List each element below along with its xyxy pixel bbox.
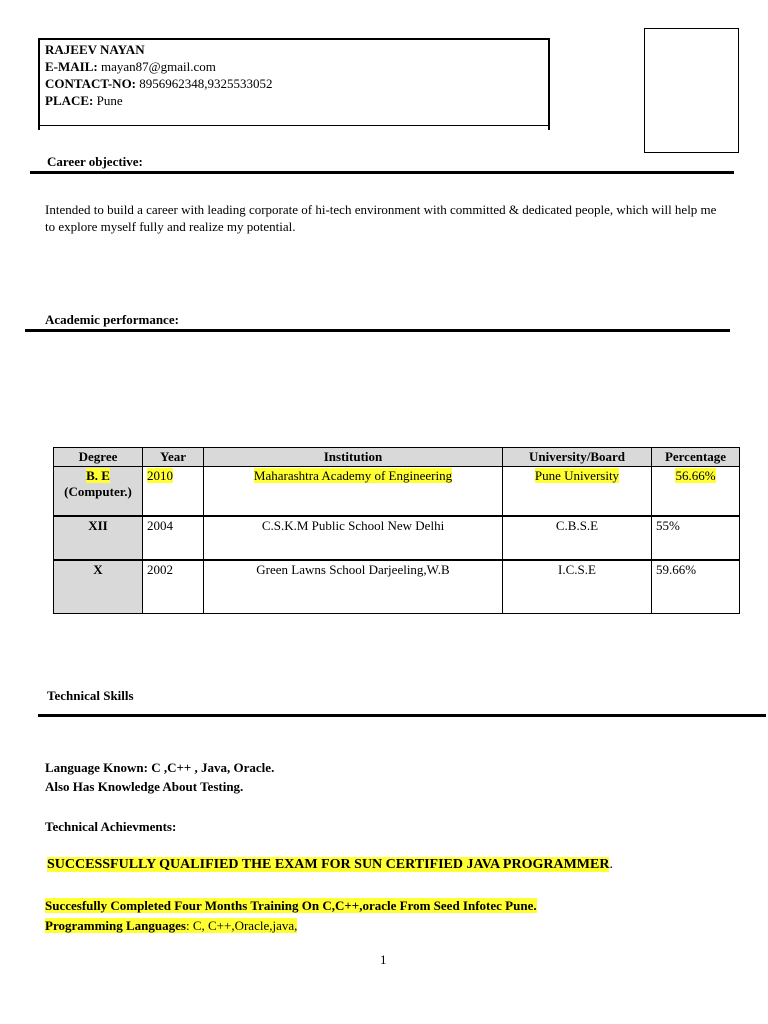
column-header: Percentage [652, 448, 740, 467]
institution-cell [204, 467, 503, 517]
year-cell [143, 467, 204, 517]
place-label: PLACE: [45, 93, 94, 108]
institution-cell: Green Lawns School Darjeeling,W.B [204, 560, 503, 614]
training-text: Succesfully Completed Four Months Training On C,C++,oracle From Seed Infotec Pune. [45, 898, 537, 913]
header-divider [40, 125, 548, 126]
programming-languages-label: Programming Languages [45, 918, 186, 933]
academic-table [53, 447, 740, 614]
board-cell [503, 467, 652, 517]
email-label: E-MAIL: [45, 59, 98, 74]
place-line [45, 91, 123, 110]
year-value: 2010 [147, 468, 173, 483]
email-value: mayan87@gmail.com [100, 59, 216, 74]
year-cell: 2002 [143, 560, 204, 614]
column-header: Year [143, 448, 204, 467]
academic-rule [25, 329, 730, 332]
career-rule [30, 171, 734, 174]
technical-rule [38, 714, 766, 717]
programming-languages-line [45, 918, 297, 934]
degree-cell: X [54, 560, 143, 614]
academic-title: Academic performance: [45, 312, 179, 327]
training-line [45, 898, 537, 914]
institution-value: Maharashtra Academy of Engineering [253, 468, 453, 483]
institution-cell: C.S.K.M Public School New Delhi [204, 516, 503, 560]
board-cell: I.C.S.E [503, 560, 652, 614]
percentage-cell: 59.66% [652, 560, 740, 614]
programming-languages-value: : C, C++,Oracle,java, [185, 918, 298, 933]
percentage-cell [652, 467, 740, 517]
degree-cell: XII [54, 516, 143, 560]
sun-certification: SUCCESSFULLY QUALIFIED THE EXAM FOR SUN CERTIFIED JAVA PROGRAMMER [47, 857, 610, 872]
candidate-name: RAJEEV NAYAN [45, 42, 145, 57]
table-row [54, 516, 740, 560]
table-header-row [54, 448, 740, 467]
career-objective-title: Career objective: [47, 154, 143, 169]
board-cell: C.B.S.E [503, 516, 652, 560]
sun-certification-period: . [609, 857, 613, 872]
table-row [54, 467, 740, 517]
sun-certification-line [47, 857, 613, 873]
page-number: 1 [380, 952, 387, 967]
degree-branch: (Computer.) [64, 484, 132, 499]
degree-cell [54, 467, 143, 517]
place-value: Pune [96, 93, 123, 108]
contact-value: 8956962348,9325533052 [139, 76, 273, 91]
contact-box [38, 38, 550, 130]
percentage-cell: 55% [652, 516, 740, 560]
column-header: Institution [204, 448, 503, 467]
testing-knowledge: Also Has Knowledge About Testing. [45, 779, 244, 794]
column-header: Degree [54, 448, 143, 467]
board-value: Pune University [534, 468, 620, 483]
career-objective-text: Intended to build a career with leading corporate of hi-tech environment with committed & dedicated people, which will help me to explore myself fully and realize my potential. [45, 202, 717, 234]
year-cell: 2004 [143, 516, 204, 560]
column-header: University/Board [503, 448, 652, 467]
contact-label: CONTACT-NO: [45, 76, 137, 91]
technical-skills-title: Technical Skills [47, 688, 134, 703]
photo-placeholder [644, 28, 739, 153]
achievements-title: Technical Achievments: [45, 819, 177, 834]
table-row [54, 560, 740, 614]
degree-name: B. E [86, 468, 110, 483]
percentage-value: 56.66% [675, 468, 716, 483]
languages-known: Language Known: C ,C++ , Java, Oracle. [45, 760, 275, 775]
